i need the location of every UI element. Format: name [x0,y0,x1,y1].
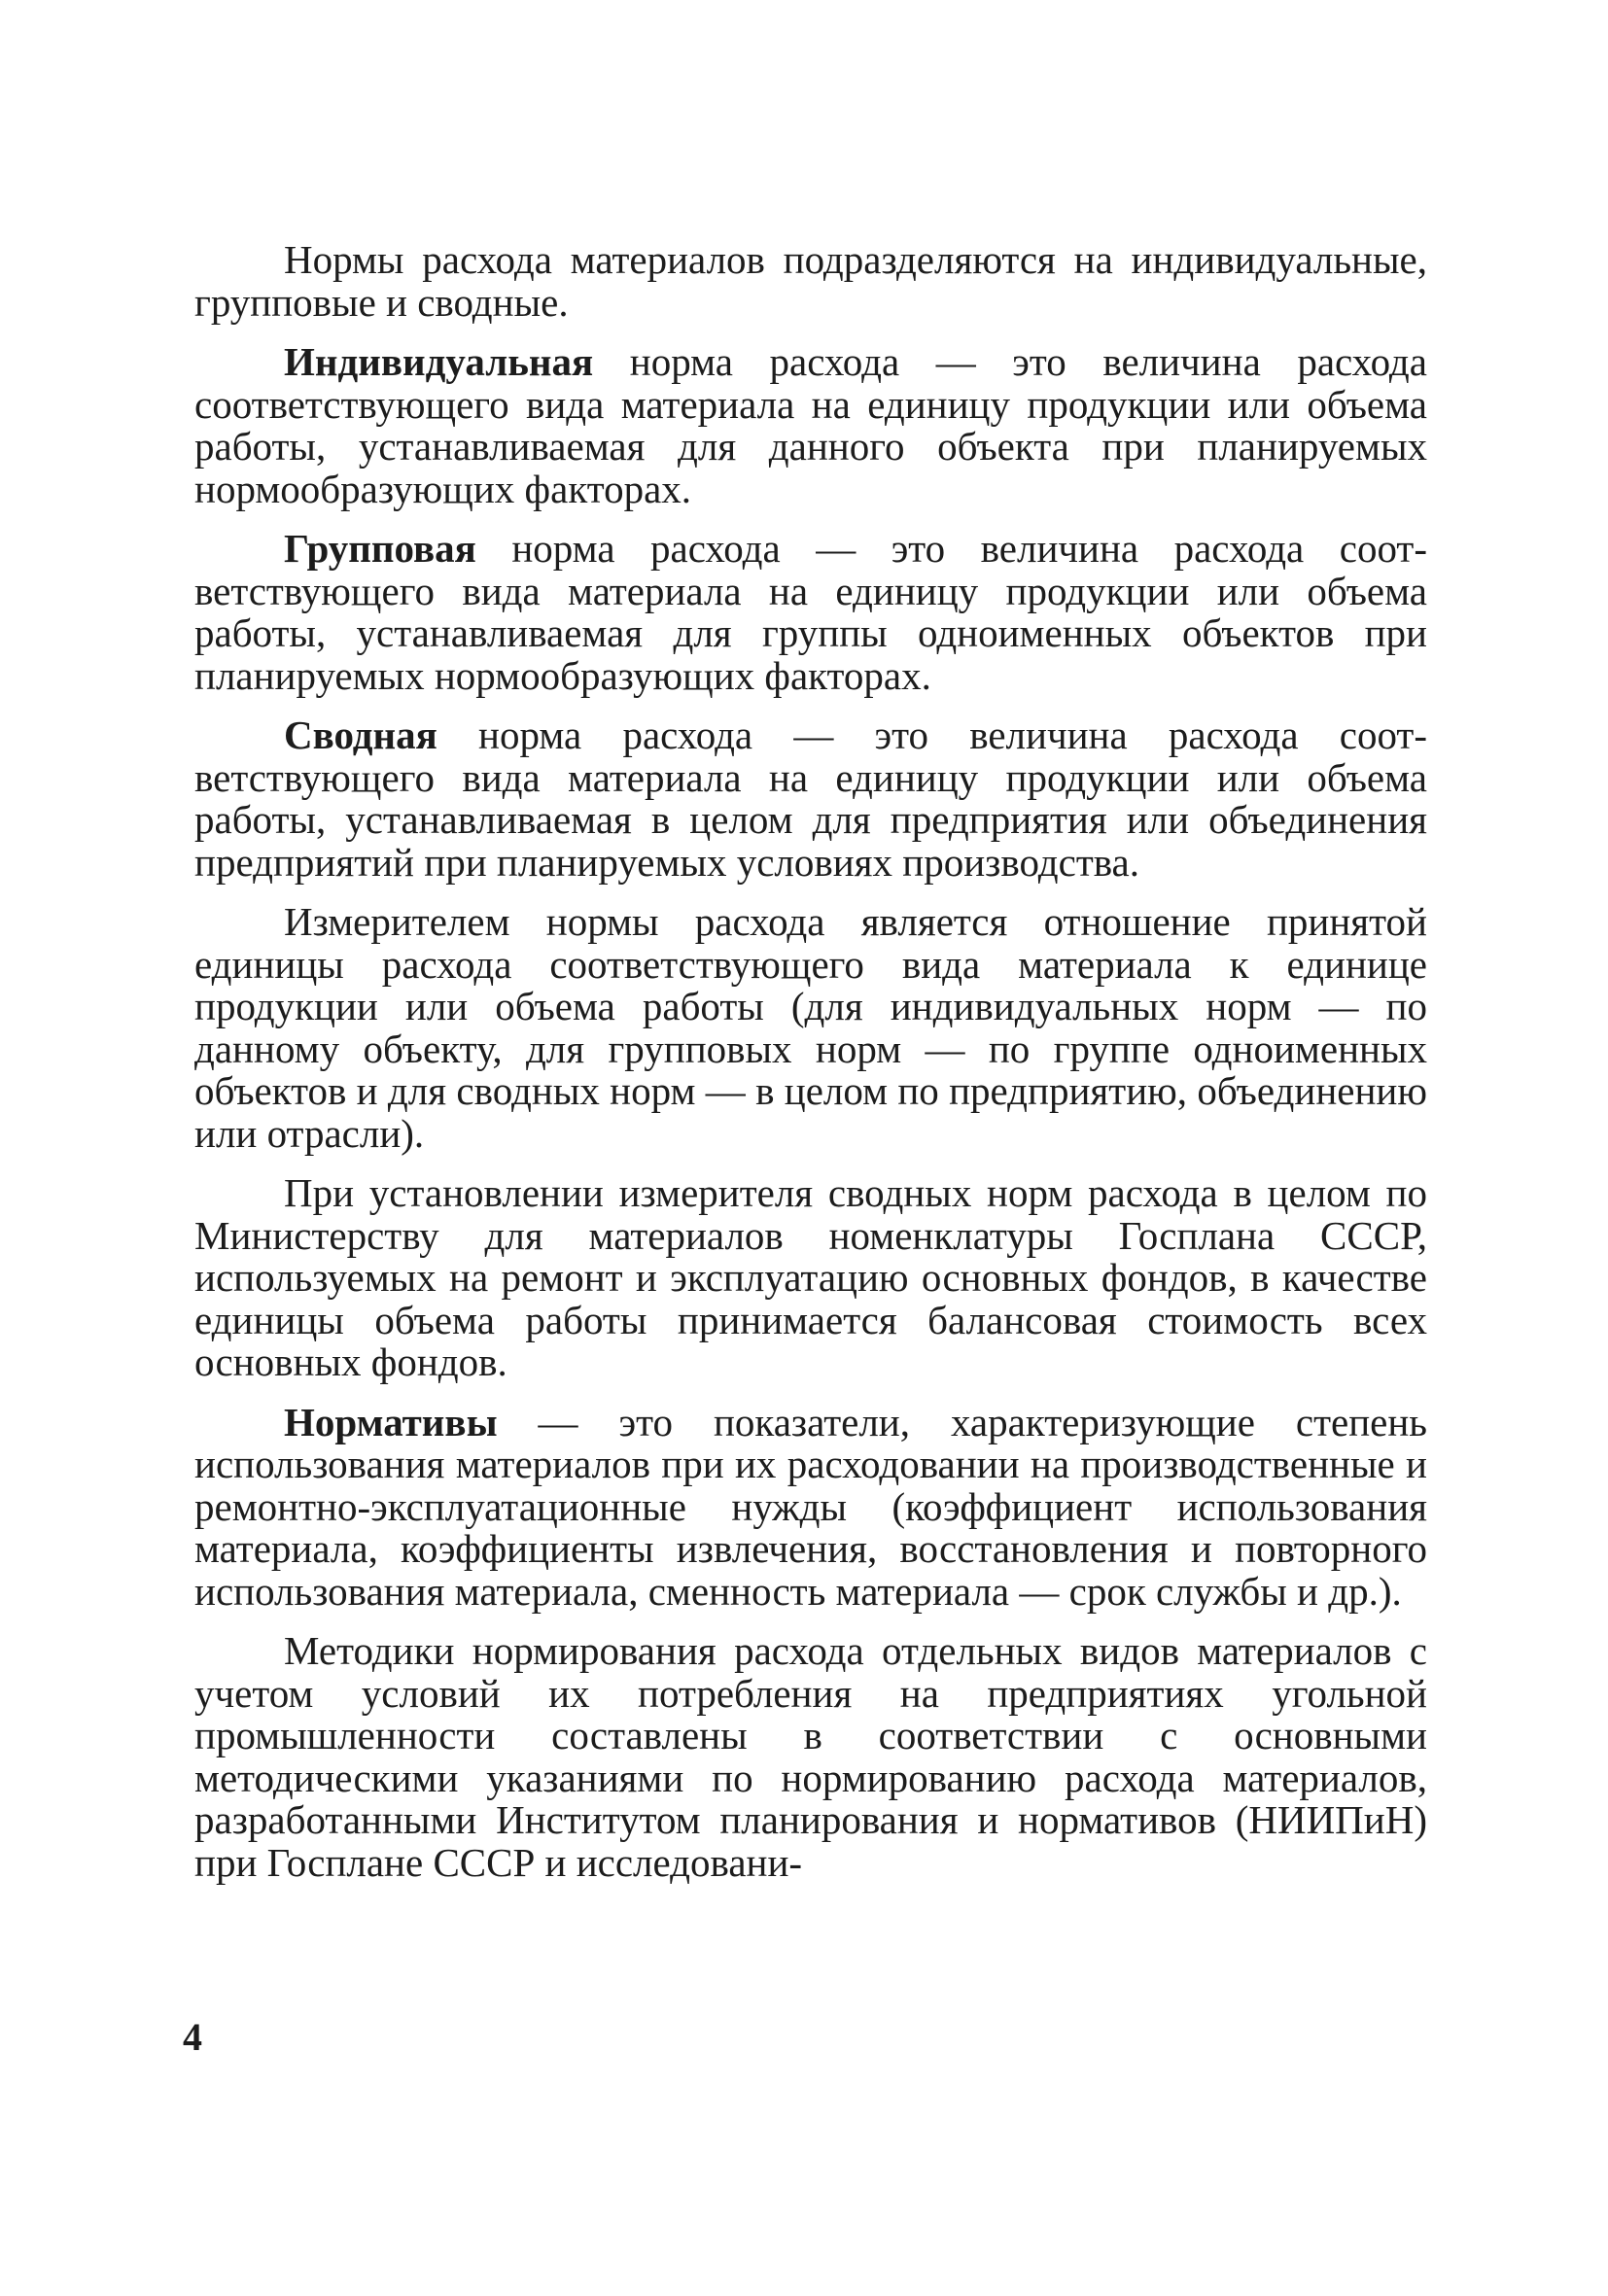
paragraph-individual-norm [194,341,1427,510]
paragraph-text: Нормы расхода материалов подразделяются на индивидуальные, групповые и сводные. [194,237,1427,325]
term-summary: Сводная [284,713,437,757]
page-body [194,239,1427,1901]
paragraph-text: норма расхода — это величина расхода соответствующего вида материала на единицу продукции или объема работы, устанавливаемая в целом для предприятия или объединения предприятий при планируемых условиях производства. [194,713,1427,885]
term-individual: Индивидуальная [284,339,594,384]
page-number: 4 [183,2015,202,2059]
term-normatives: Нормативы [284,1399,498,1444]
paragraph-norm-types [194,239,1427,324]
paragraph-normatives [194,1399,1427,1614]
paragraph-ministry-measure [194,1172,1427,1384]
paragraph-summary-norm [194,714,1427,884]
paragraph-text: — это показатели, характеризующие степень использования материалов при их расходовании на производственные и ремонтно-эксплуатационные нужды (коэффициент использования материала, коэффициенты извлечения, восстановления и повторного использования материала, сменность материала — срок службы и др.). [194,1399,1427,1614]
paragraph-methodology [194,1630,1427,1884]
paragraph-text: норма расхода — это величина расхода соответствующего вида материала на единицу продукции или объема работы, устанавливаемая для данного объекта при планируемых нормообразующих факторах. [194,339,1427,511]
paragraph-text: Измерителем нормы расхода является отношение принятой единицы расхода соответствующего вида материала к единице продукции или объема работы (для индивидуальных норм — по данному объекту, для групповых норм — по группе одноименных объектов и для сводных норм — в целом по предприятию, объединению или отрасли). [194,899,1427,1156]
paragraph-text: Методики нормирования расхода отдельных видов материалов с учетом условий их потребления на предприятиях угольной промышленности составлены в соответствии с основными методическими указаниями по нормированию расхода материалов, разработанными Институтом планирования и нормативов (НИИПиН) при Госплане СССР и исследовани- [194,1628,1427,1885]
paragraph-text: При установлении измерителя сводных норм расхода в целом по Министерству для материалов номенклатуры Госплана СССР, используемых на ремонт и эксплуатацию основных фондов, в качестве единицы объема работы принимается балансовая стоимость всех основных фондов. [194,1170,1427,1384]
paragraph-text: норма расхода — это величина расхода соответствующего вида материала на единицу продукции или объема работы, устанавливаемая для группы одноименных объектов при планируемых нормообразующих факторах. [194,526,1427,698]
paragraph-group-norm [194,528,1427,697]
paragraph-norm-measure [194,901,1427,1155]
term-group: Групповая [284,526,476,571]
